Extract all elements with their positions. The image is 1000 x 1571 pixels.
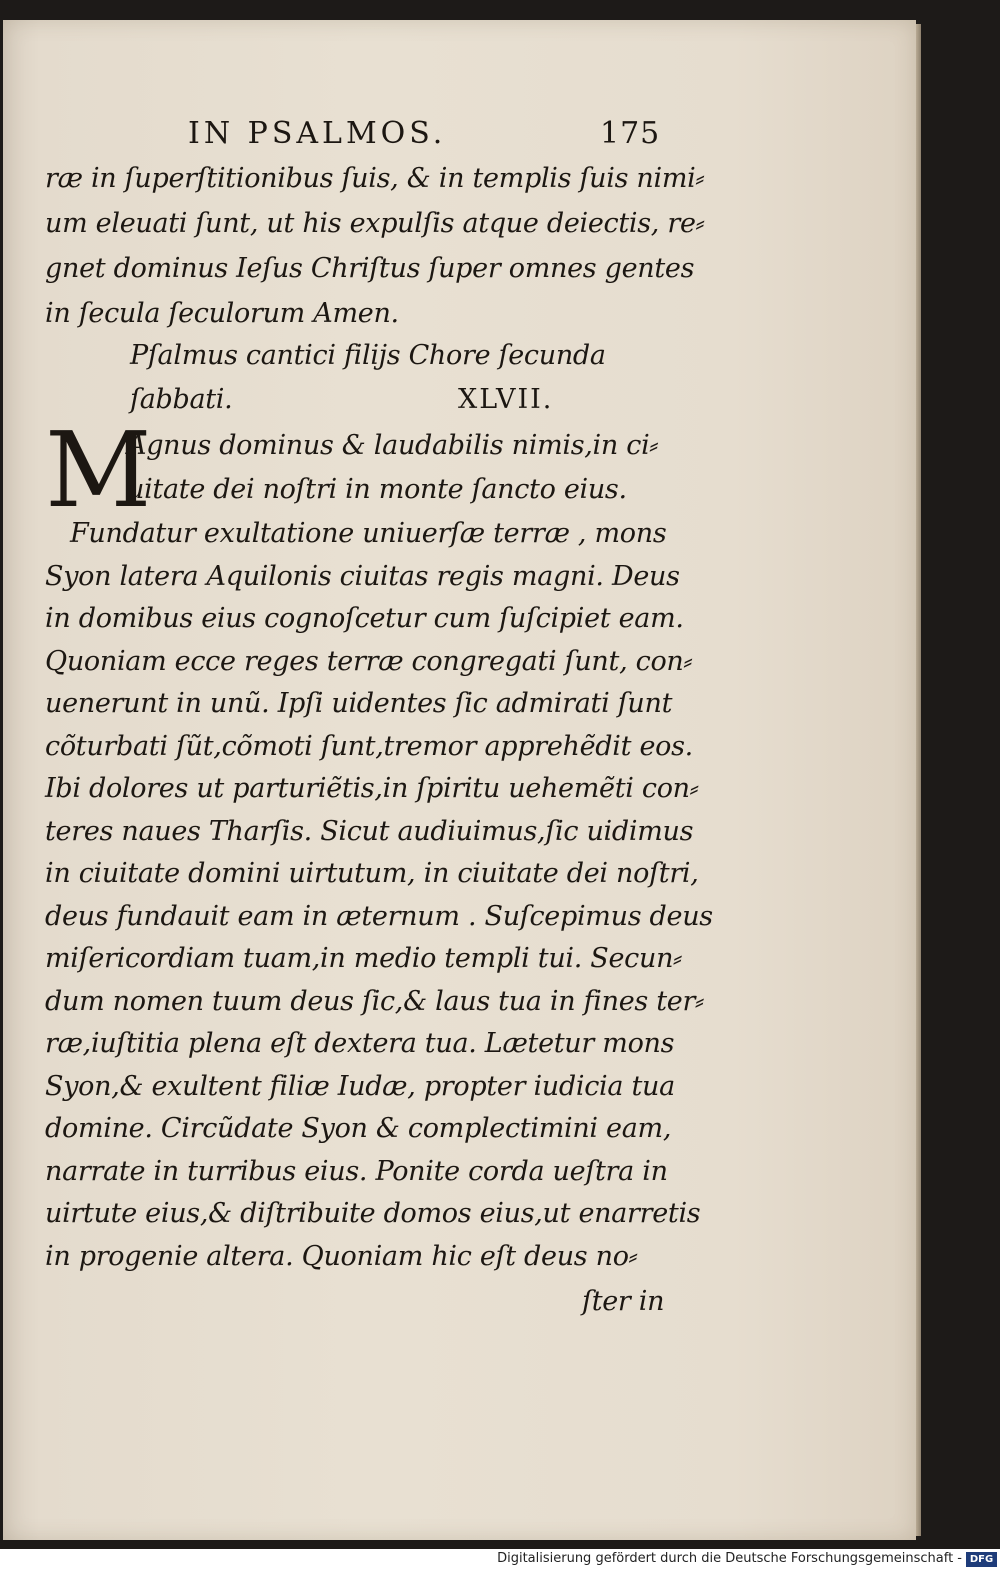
psalm-title-line-2: ſabbati.: [130, 384, 233, 415]
text-line-7: Ibi dolores ut parturiẽtis,in ſpiritu uehemẽti con⸗: [45, 773, 699, 804]
dropcap-line-1: Agnus dominus & laudabilis nimis,in ci⸗: [127, 430, 659, 461]
text-line-4: Quoniam ecce reges terræ congregati ſunt, con⸗: [45, 645, 693, 677]
running-head: IN PSALMOS.: [188, 116, 447, 151]
text-line-1: Fundatur exultatione uniuerſæ terræ , mons: [70, 518, 667, 549]
catchword: ſter in: [582, 1286, 665, 1317]
text-line-2: Syon latera Aquilonis ciuitas regis magni. Deus: [45, 560, 680, 592]
psalm-title-line-1: Pſalmus cantici filijs Chore ſecunda: [130, 340, 606, 371]
intro-line-4: in ſecula ſeculorum Amen.: [45, 298, 399, 329]
psalm-number: XLVII.: [458, 384, 554, 415]
text-line-6: cõturbati ſũt,cõmoti ſunt,tremor apprehẽdit eos.: [45, 730, 693, 762]
text-line-13: ræ,iuſtitia plena eſt dextera tua. Lætetur mons: [45, 1028, 675, 1059]
text-line-18: in progenie altera. Quoniam hic eſt deus no⸗: [45, 1240, 638, 1272]
text-line-11: miſericordiam tuam,in medio templi tui. Secun⸗: [45, 943, 682, 974]
intro-line-2: um eleuati ſunt, ut his expulſis atque deiectis, re⸗: [45, 208, 705, 239]
page-number: 175: [600, 116, 661, 151]
footer-credit: Digitalisierung gefördert durch die Deutsche Forschungsgemeinschaft -: [497, 1551, 962, 1566]
text-line-3: in domibus eius cognoſcetur cum ſuſcipiet eam.: [45, 603, 684, 634]
dropcap-line-2: uitate dei noſtri in monte ſancto eius.: [127, 474, 627, 505]
dfg-logo: DFG: [966, 1552, 997, 1567]
text-line-5: uenerunt in unũ. Ipſi uidentes ſic admirati ſunt: [45, 688, 673, 719]
drop-cap: M: [45, 409, 152, 531]
text-line-14: Syon,& exultent filiæ Iudæ, propter iudicia tua: [45, 1070, 675, 1102]
text-line-17: uirtute eius,& diſtribuite domos eius,ut enarretis: [45, 1198, 701, 1229]
text-line-8: teres naues Tharſis. Sicut audiuimus,ſic uidimus: [45, 815, 694, 847]
text-line-16: narrate in turribus eius. Ponite corda ueſtra in: [45, 1155, 668, 1187]
text-line-9: in ciuitate domini uirtutum, in ciuitate dei noſtri,: [45, 858, 699, 889]
footer-bar: [0, 1549, 1000, 1571]
intro-line-3: gnet dominus Ieſus Chriſtus ſuper omnes gentes: [45, 253, 695, 284]
page-edge: [916, 24, 921, 1536]
text-line-15: domine. Circũdate Syon & complectimini eam,: [45, 1113, 672, 1144]
text-line-12: dum nomen tuum deus ſic,& laus tua in fines ter⸗: [45, 985, 704, 1017]
intro-line-1: ræ in ſuperſtitionibus ſuis, & in templis ſuis nimi⸗: [45, 163, 705, 194]
text-line-10: deus fundauit eam in æternum . Suſcepimus deus: [45, 900, 713, 932]
